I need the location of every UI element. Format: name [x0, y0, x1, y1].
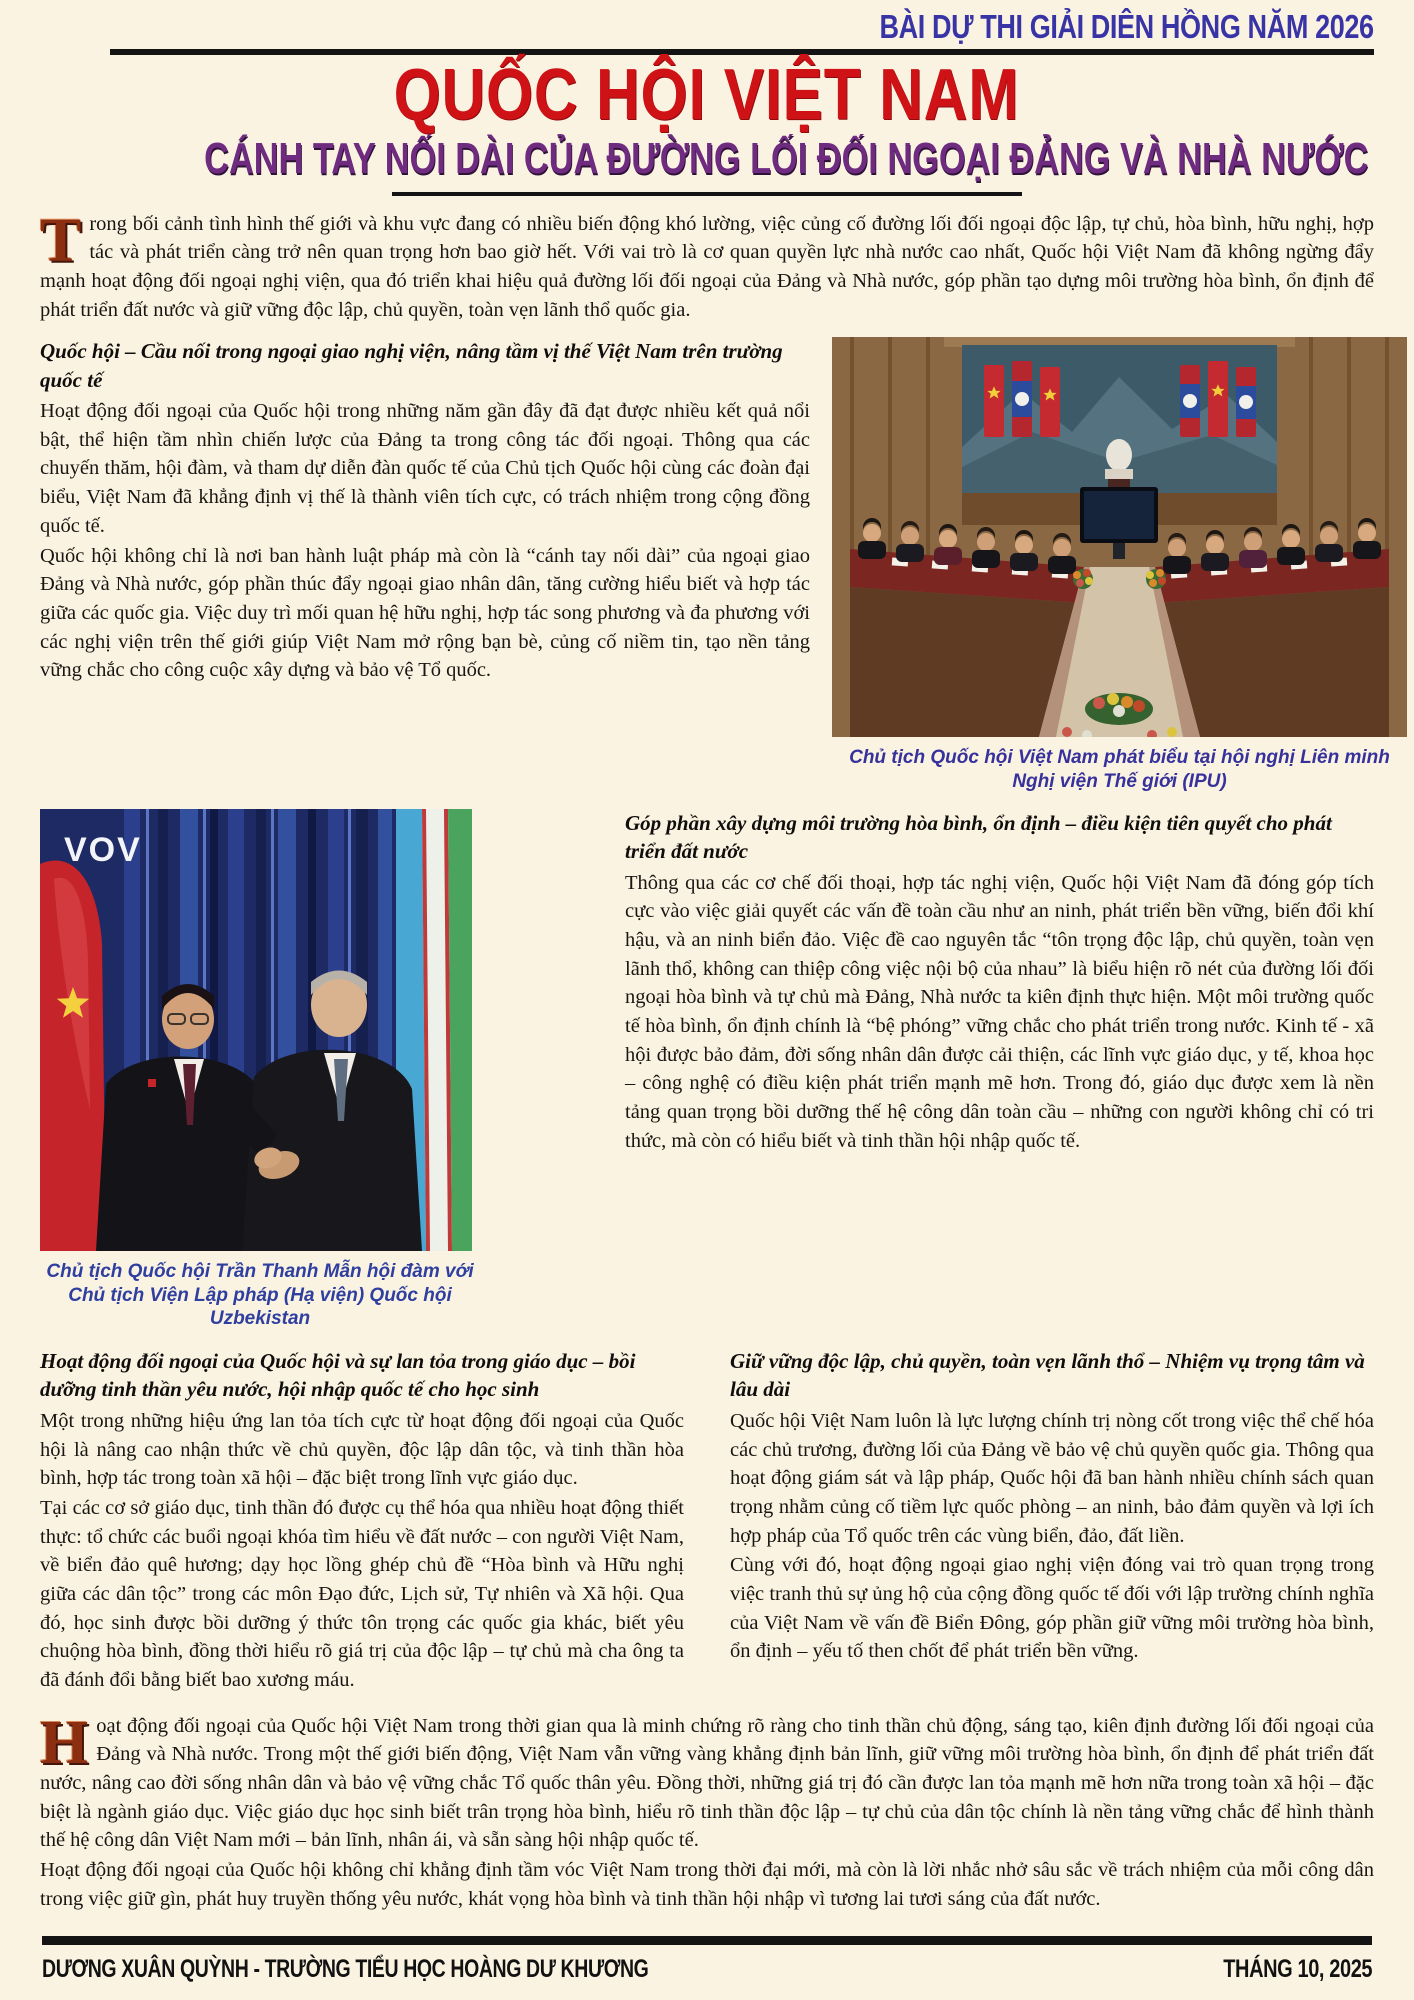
section-4-paragraph: Quốc hội Việt Nam luôn là lực lượng chính trị nòng cốt trong việc thể chế hóa các chủ trương, đường lối của Đảng về bảo vệ chủ quyền quốc gia. Thông qua hoạt động giám sát và lập pháp, Quốc hội đã ban hành nhiều chính sách quan trọng nhằm củng cố tiềm lực quốc phòng – an ninh, bảo đảm quyền và lợi ích hợp pháp của Tổ quốc trên các vùng biển, đảo, đất liền. — [730, 1409, 1374, 1547]
row-section3-4 — [40, 1347, 1374, 1696]
photo-ipu-meeting — [832, 337, 1407, 737]
footer-author: DƯƠNG XUÂN QUỲNH - TRƯỜNG TIỂU HỌC HOÀNG DƯ KHƯƠNG — [42, 1955, 649, 1983]
section-1-paragraph: Quốc hội không chỉ là nơi ban hành luật pháp mà còn là “cánh tay nối dài” của ngoại giao Đảng và Nhà nước, góp phần thúc đẩy ngoại giao nhân dân, tăng cường hiểu biết và hợp tác giữa các quốc gia. Việc duy trì mối quan hệ hữu nghị, hợp tác song phương và đa phương với các nghị viện trên thế giới giúp Việt Nam mở rộng bạn bè, củng cố niềm tin, tạo nền tảng vững chắc cho công cuộc xây dựng và bảo vệ Tổ quốc. — [40, 544, 810, 682]
page-footer — [42, 1936, 1372, 1984]
section-4-paragraph: Cùng với đó, hoạt động ngoại giao nghị viện đóng vai trò quan trọng trong việc tranh thủ sự ủng hộ của cộng đồng quốc tế đối với lập trường chính nghĩa của Việt Nam về vấn đề Biển Đông, góp phần giữ vững môi trường hòa bình, ổn định – yếu tố then chốt để phát triển bền vững. — [730, 1554, 1374, 1663]
section-3-heading: Hoạt động đối ngoại của Quốc hội và sự lan tỏa trong giáo dục – bồi dưỡng tinh thần yêu nước, hội nhập quốc tế cho học sinh — [40, 1349, 636, 1402]
section-3 — [40, 1347, 684, 1696]
section-1 — [40, 337, 810, 794]
page-subtitle: CÁNH TAY NỐI DÀI CỦA ĐƯỜNG LỐI ĐỐI NGOẠI ĐẢNG VÀ NHÀ NƯỚC — [204, 134, 1369, 184]
vietnam-laos-flags-right — [1180, 361, 1256, 437]
section-4 — [730, 1347, 1374, 1696]
section-1-heading: Quốc hội – Cầu nối trong ngoại giao nghị viện, nâng tầm vị thế Việt Nam trên trường quốc tế — [40, 339, 783, 392]
contest-label: BÀI DỰ THI GIẢI DIÊN HỒNG NĂM 2026 — [879, 8, 1374, 45]
conclusion — [40, 1708, 1374, 1914]
section-1-paragraph: Hoạt động đối ngoại của Quốc hội trong những năm gần đây đã đạt được nhiều kết quả nổi bật, thể hiện tầm nhìn chiến lược của Đảng ta trong công tác đối ngoại. Thông qua các chuyến thăm, hội đàm, và tham dự diễn đàn quốc tế của Chủ tịch Quốc hội cùng các đoàn đại biểu, Việt Nam đã khẳng định vị thế là thành viên tích cực, có trách nhiệm trong cộng đồng quốc tế. — [40, 400, 810, 537]
masthead — [40, 8, 1374, 46]
conclusion-text: oạt động đối ngoại của Quốc hội Việt Nam trong thời gian qua là minh chứng rõ ràng cho tinh thần chủ động, sáng tạo, kiên định đường lối đối ngoại của Đảng và Nhà nước. Trong một thế giới biến động, Việt Nam vẫn vững vàng khẳng định bản lĩnh, giữ vững môi trường hòa bình, ổn định để phát triển đất nước, nâng cao đời sống nhân dân và bảo vệ vững chắc Tổ quốc thân yêu. Đồng thời, những giá trị đó cần được lan tỏa mạnh mẽ hơn nữa trong toàn xã hội – đặc biệt là ngành giáo dục. Việc giáo dục học sinh biết trân trọng hòa bình, hiểu rõ tinh thần độc lập – tự chủ của dân tộc chính là nền tảng vững chắc để hình thành thế hệ công dân Việt Nam mới – bản lĩnh, nhân ái, và sẵn sàng hội nhập quốc tế. — [40, 1714, 1374, 1852]
conclusion-paragraph: Hoạt động đối ngoại của Quốc hội không chỉ khẳng định tầm vóc Việt Nam trong thời đại mới, mà còn là lời nhắc nhở sâu sắc về trách nhiệm của mỗi công dân trong việc giữ gìn, phát huy truyền thống yêu nước, khát vọng hòa bình và tinh thần hội nhập vì tương lai tươi sáng của đất nước. — [40, 1859, 1374, 1910]
row-section1 — [40, 337, 1390, 794]
subtitle-underline — [392, 192, 1022, 196]
section-2 — [625, 809, 1374, 1331]
intro-paragraph — [40, 206, 1374, 325]
conclusion-paragraph — [40, 1708, 1374, 1855]
intro-drop-cap: T — [40, 206, 82, 275]
page-title: QUỐC HỘI VIỆT NAM — [394, 55, 1020, 135]
row-section2 — [40, 809, 1374, 1331]
section-2-heading: Góp phần xây dựng môi trường hòa bình, ổn định – điều kiện tiên quyết cho phát triển đất nước — [625, 810, 1332, 864]
section-3-paragraph: Tại các cơ sở giáo dục, tinh thần đó được cụ thể hóa qua nhiều hoạt động thiết thực: tổ chức các buổi ngoại khóa tìm hiểu về đất nước – con người Việt Nam, về biển đảo quê hương; dạy học lồng ghép chủ đề “Hòa bình và Hữu nghị giữa các dân tộc” trong các môn Đạo đức, Lịch sử, Tự nhiên và Xã hội. Qua đó, học sinh được bồi dưỡng ý thức tôn trọng các quốc gia khác, biết yêu chuộng hòa bình, đồng thời hiểu rõ giá trị của độc lập – tự chủ mà cha ông ta đã đánh đổi bằng biết bao xương máu. — [40, 1496, 684, 1691]
vietnam-laos-flags-left — [984, 361, 1060, 437]
intro-text: rong bối cảnh tình hình thế giới và khu vực đang có nhiều biến động khó lường, việc củng cố đường lối đối ngoại độc lập, tự chủ, hòa bình, hữu nghị, hợp tác và phát triển càng trở nên quan trọng hơn bao giờ hết. Với vai trò là cơ quan quyền lực nhà nước cao nhất, Quốc hội Việt Nam đã không ngừng đẩy mạnh hoạt động đối ngoại nghị viện, qua đó triển khai hiệu quả đường lối đối ngoại của Đảng và Nhà nước, góp phần tạo dựng môi trường hòa bình, ổn định để phát triển đất nước và giữ vững độc lập, chủ quyền, toàn vẹn lãnh thổ quốc gia. — [40, 212, 1374, 321]
footer-date: THÁNG 10, 2025 — [1223, 1955, 1372, 1983]
section-3-paragraph: Một trong những hiệu ứng lan tỏa tích cực từ hoạt động đối ngoại của Quốc hội là nâng cao nhận thức về chủ quyền, độc lập dân tộc, và tinh thần hòa bình, hợp tác trong toàn xã hội – đặc biệt trong lĩnh vực giáo dục. — [40, 1409, 684, 1490]
figure-uzbekistan — [40, 809, 472, 1331]
section-4-heading: Giữ vững độc lập, chủ quyền, toàn vẹn lãnh thổ – Nhiệm vụ trọng tâm và lâu dài — [730, 1349, 1365, 1402]
photo-caption: Chủ tịch Quốc hội Việt Nam phát biểu tại hội nghị Liên minh Nghị viện Thế giới (IPU) — [849, 747, 1390, 793]
vietnam-flag — [40, 860, 106, 1250]
conclusion-drop-cap: H — [40, 1708, 89, 1777]
figure-ipu — [832, 337, 1407, 794]
vov-logo: VOV — [64, 830, 142, 869]
section-2-paragraph: Thông qua các cơ chế đối thoại, hợp tác nghị viện, Quốc hội Việt Nam đã đóng góp tích cực vào việc giải quyết các vấn đề toàn cầu như an ninh, phát triển bền vững, biến đổi khí hậu, và an ninh biển đảo. Việc đề cao nguyên tắc “tôn trọng độc lập, chủ quyền, toàn vẹn lãnh thổ, không can thiệp công việc nội bộ của nhau” là biểu hiện rõ nét của đường lối đối ngoại hòa bình và tự chủ mà Đảng, Nhà nước ta kiên định thực hiện. Một môi trường quốc tế hòa bình, ổn định chính là “bệ phóng” vững chắc cho phát triển trong nước. Kinh tế - xã hội được bảo đảm, đời sống nhân dân được cải thiện, các lĩnh vực giáo dục, y tế, khoa học – công nghệ có điều kiện phát triển mạnh mẽ hơn. Trong đó, giáo dục được xem là nền tảng quan trọng bồi dưỡng thế hệ công dân toàn cầu – những con người không chỉ có tri thức, mà còn có hiểu biết và tinh thần hội nhập quốc tế. — [625, 871, 1374, 1152]
photo-handshake-uzbekistan — [40, 809, 472, 1251]
photo-caption: Chủ tịch Quốc hội Trần Thanh Mẫn hội đàm với Chủ tịch Viện Lập pháp (Hạ viện) Quốc hội Uzbekistan — [46, 1260, 474, 1330]
footer-rule — [42, 1936, 1372, 1945]
